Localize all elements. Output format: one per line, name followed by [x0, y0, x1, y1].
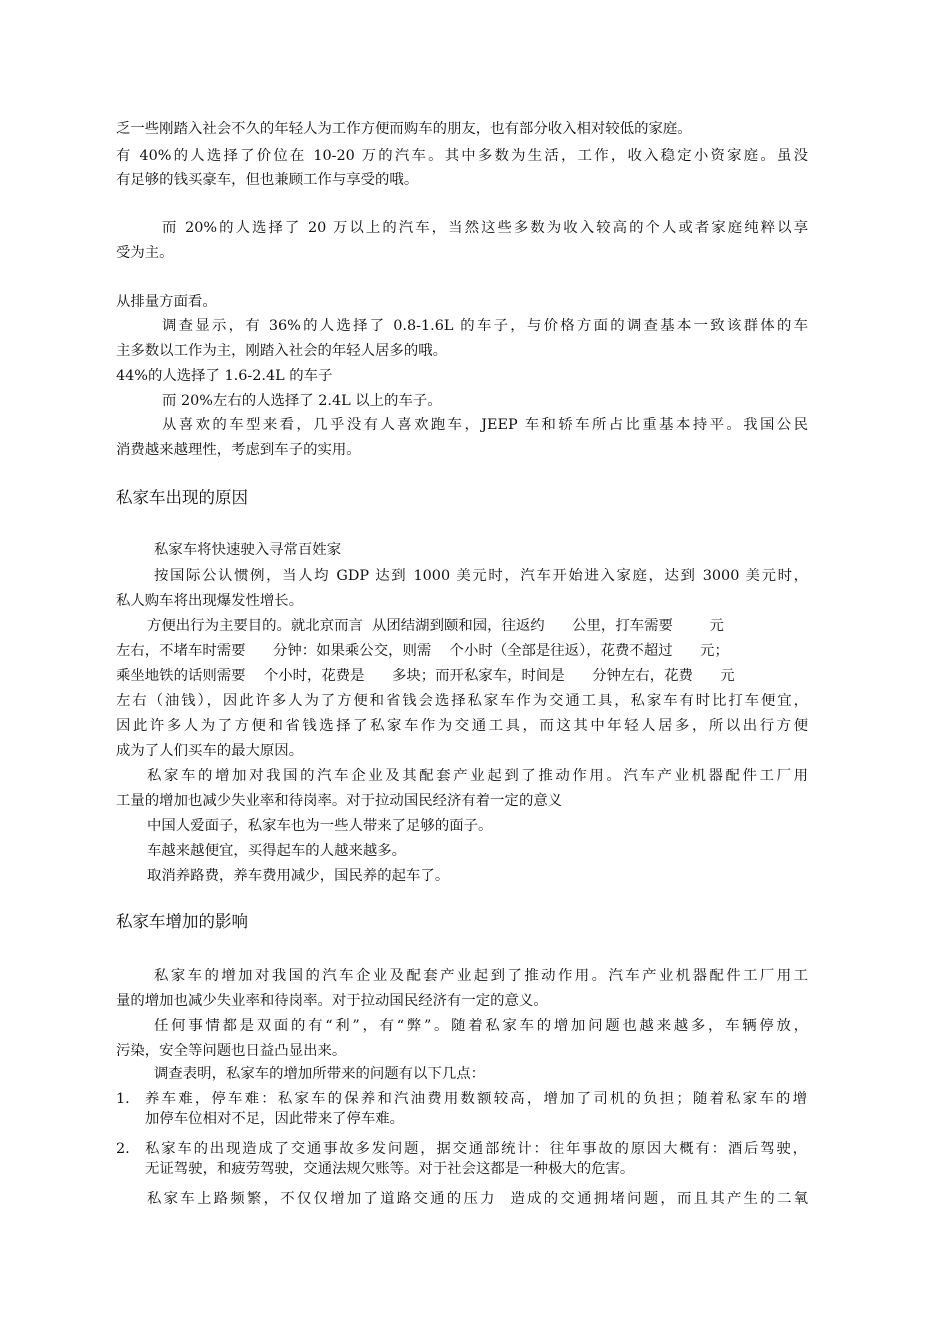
paragraph-line: 乘坐地铁的话则需要 个小时，花费是 多块；而开私家车，时间是 分钟左右，花费 元 [116, 668, 735, 684]
section-heading: 私家车出现的原因 [116, 488, 248, 507]
list-item-line: 加停车位相对不足，因此带来了停车难。 [145, 1111, 405, 1127]
list-item-line: 私家车的出现造成了交通事故多发问题，据交通部统计：往年事故的原因大概有：酒后驾驶， [145, 1141, 807, 1157]
list-number: 1. [116, 1091, 130, 1107]
paragraph-line: 受为主。 [116, 245, 174, 261]
paragraph-line: 左右，不堵车时需要 分钟：如果乘公交，则需 个小时（全部是往返），花费不超过 元； [116, 643, 729, 659]
paragraph-line: 因此许多人为了方便和省钱选择了私家车作为交通工具，而这其中年轻人居多，所以出行方便 [116, 718, 808, 734]
paragraph-line: 工量的增加也减少失业率和待岗率。对于拉动国民经济有着一定的意义 [116, 793, 563, 809]
paragraph-line: 量的增加也减少失业率和待岗率。对于拉动国民经济有一定的意义。 [116, 993, 548, 1009]
paragraph-line: 左右（油钱），因此许多人为了方便和省钱会选择私家车作为交通工具，私家车有时比打车便宜， [116, 693, 808, 709]
paragraph-line: 而 20%左右的人选择了 2.4L 以上的车子。 [162, 393, 442, 409]
paragraph-line: 44%的人选择了 1.6-2.4L 的车子 [116, 368, 333, 384]
paragraph-line: 中国人爱面子，私家车也为一些人带来了足够的面子。 [147, 818, 493, 834]
paragraph-line: 私家车将快速驶入寻常百姓家 [154, 542, 342, 558]
paragraph-line: 调查显示，有 36%的人选择了 0.8-1.6L 的车子，与价格方面的调查基本一致该群体的车 [162, 318, 808, 334]
paragraph-line: 调查表明，私家车的增加所带来的问题有以下几点： [154, 1066, 485, 1082]
paragraph-line: 乏一些刚踏入社会不久的年轻人为工作方便而购车的朋友，也有部分收入相对较低的家庭。 [116, 121, 692, 137]
paragraph-line: 私家车上路频繁，不仅仅增加了道路交通的压力 造成的交通拥堵问题，而且其产生的二氧 [147, 1191, 808, 1207]
paragraph-line: 从排量方面看。 [116, 294, 217, 310]
list-item [145, 1089, 807, 1129]
paragraph-line: 消费越来越理性，考虑到车子的实用。 [116, 442, 361, 458]
paragraph-line: 成为了人们买车的最大原因。 [116, 743, 304, 759]
paragraph-line: 污染，安全等问题也日益凸显出来。 [116, 1043, 347, 1059]
paragraph-line: 有足够的钱买豪车，但也兼顾工作与享受的哦。 [116, 172, 419, 188]
paragraph-line: 按国际公认惯例，当人均 GDP 达到 1000 美元时，汽车开始进入家庭，达到 3000 美元时， [154, 568, 808, 584]
list-item-line: 养车难，停车难：私家车的保养和汽油费用数额较高，增加了司机的负担；随着私家车的增 [145, 1091, 807, 1107]
paragraph-line: 私家车的增加对我国的汽车企业及其配套产业起到了推动作用。汽车产业机器配件工厂用 [147, 768, 808, 784]
section-heading: 私家车增加的影响 [116, 912, 248, 931]
paragraph-line: 有 40%的人选择了价位在 10-20 万的汽车。其中多数为生活，工作，收入稳定小资家庭。虽没 [116, 148, 808, 164]
paragraph-line: 方便出行为主要目的。就北京而言 从团结湖到颐和园，往返约 公里，打车需要 元 [147, 618, 724, 634]
paragraph-line: 车越来越便宜，买得起车的人越来越多。 [147, 843, 407, 859]
paragraph-line: 任何事情都是双面的有“利”，有“弊”。随着私家车的增加问题也越来越多，车辆停放， [154, 1018, 808, 1034]
paragraph-line: 主多数以工作为主，刚踏入社会的年轻人居多的哦。 [116, 343, 447, 359]
paragraph-line: 私家车的增加对我国的汽车企业及配套产业起到了推动作用。汽车产业机器配件工厂用工 [154, 968, 808, 984]
paragraph-line: 从喜欢的车型来看，几乎没有人喜欢跑车，JEEP 车和轿车所占比重基本持平。我国公民 [162, 417, 808, 433]
list-item [145, 1139, 807, 1179]
list-item-line: 无证驾驶，和疲劳驾驶，交通法规欠账等。对于社会这都是一种极大的危害。 [145, 1161, 635, 1177]
paragraph-line: 取消养路费，养车费用减少，国民养的起车了。 [147, 868, 450, 884]
list-number: 2. [116, 1141, 130, 1157]
paragraph-line: 而 20%的人选择了 20 万以上的汽车，当然这些多数为收入较高的个人或者家庭纯粹以享 [162, 220, 808, 236]
paragraph-line: 私人购车将出现爆发性增长。 [116, 593, 304, 609]
